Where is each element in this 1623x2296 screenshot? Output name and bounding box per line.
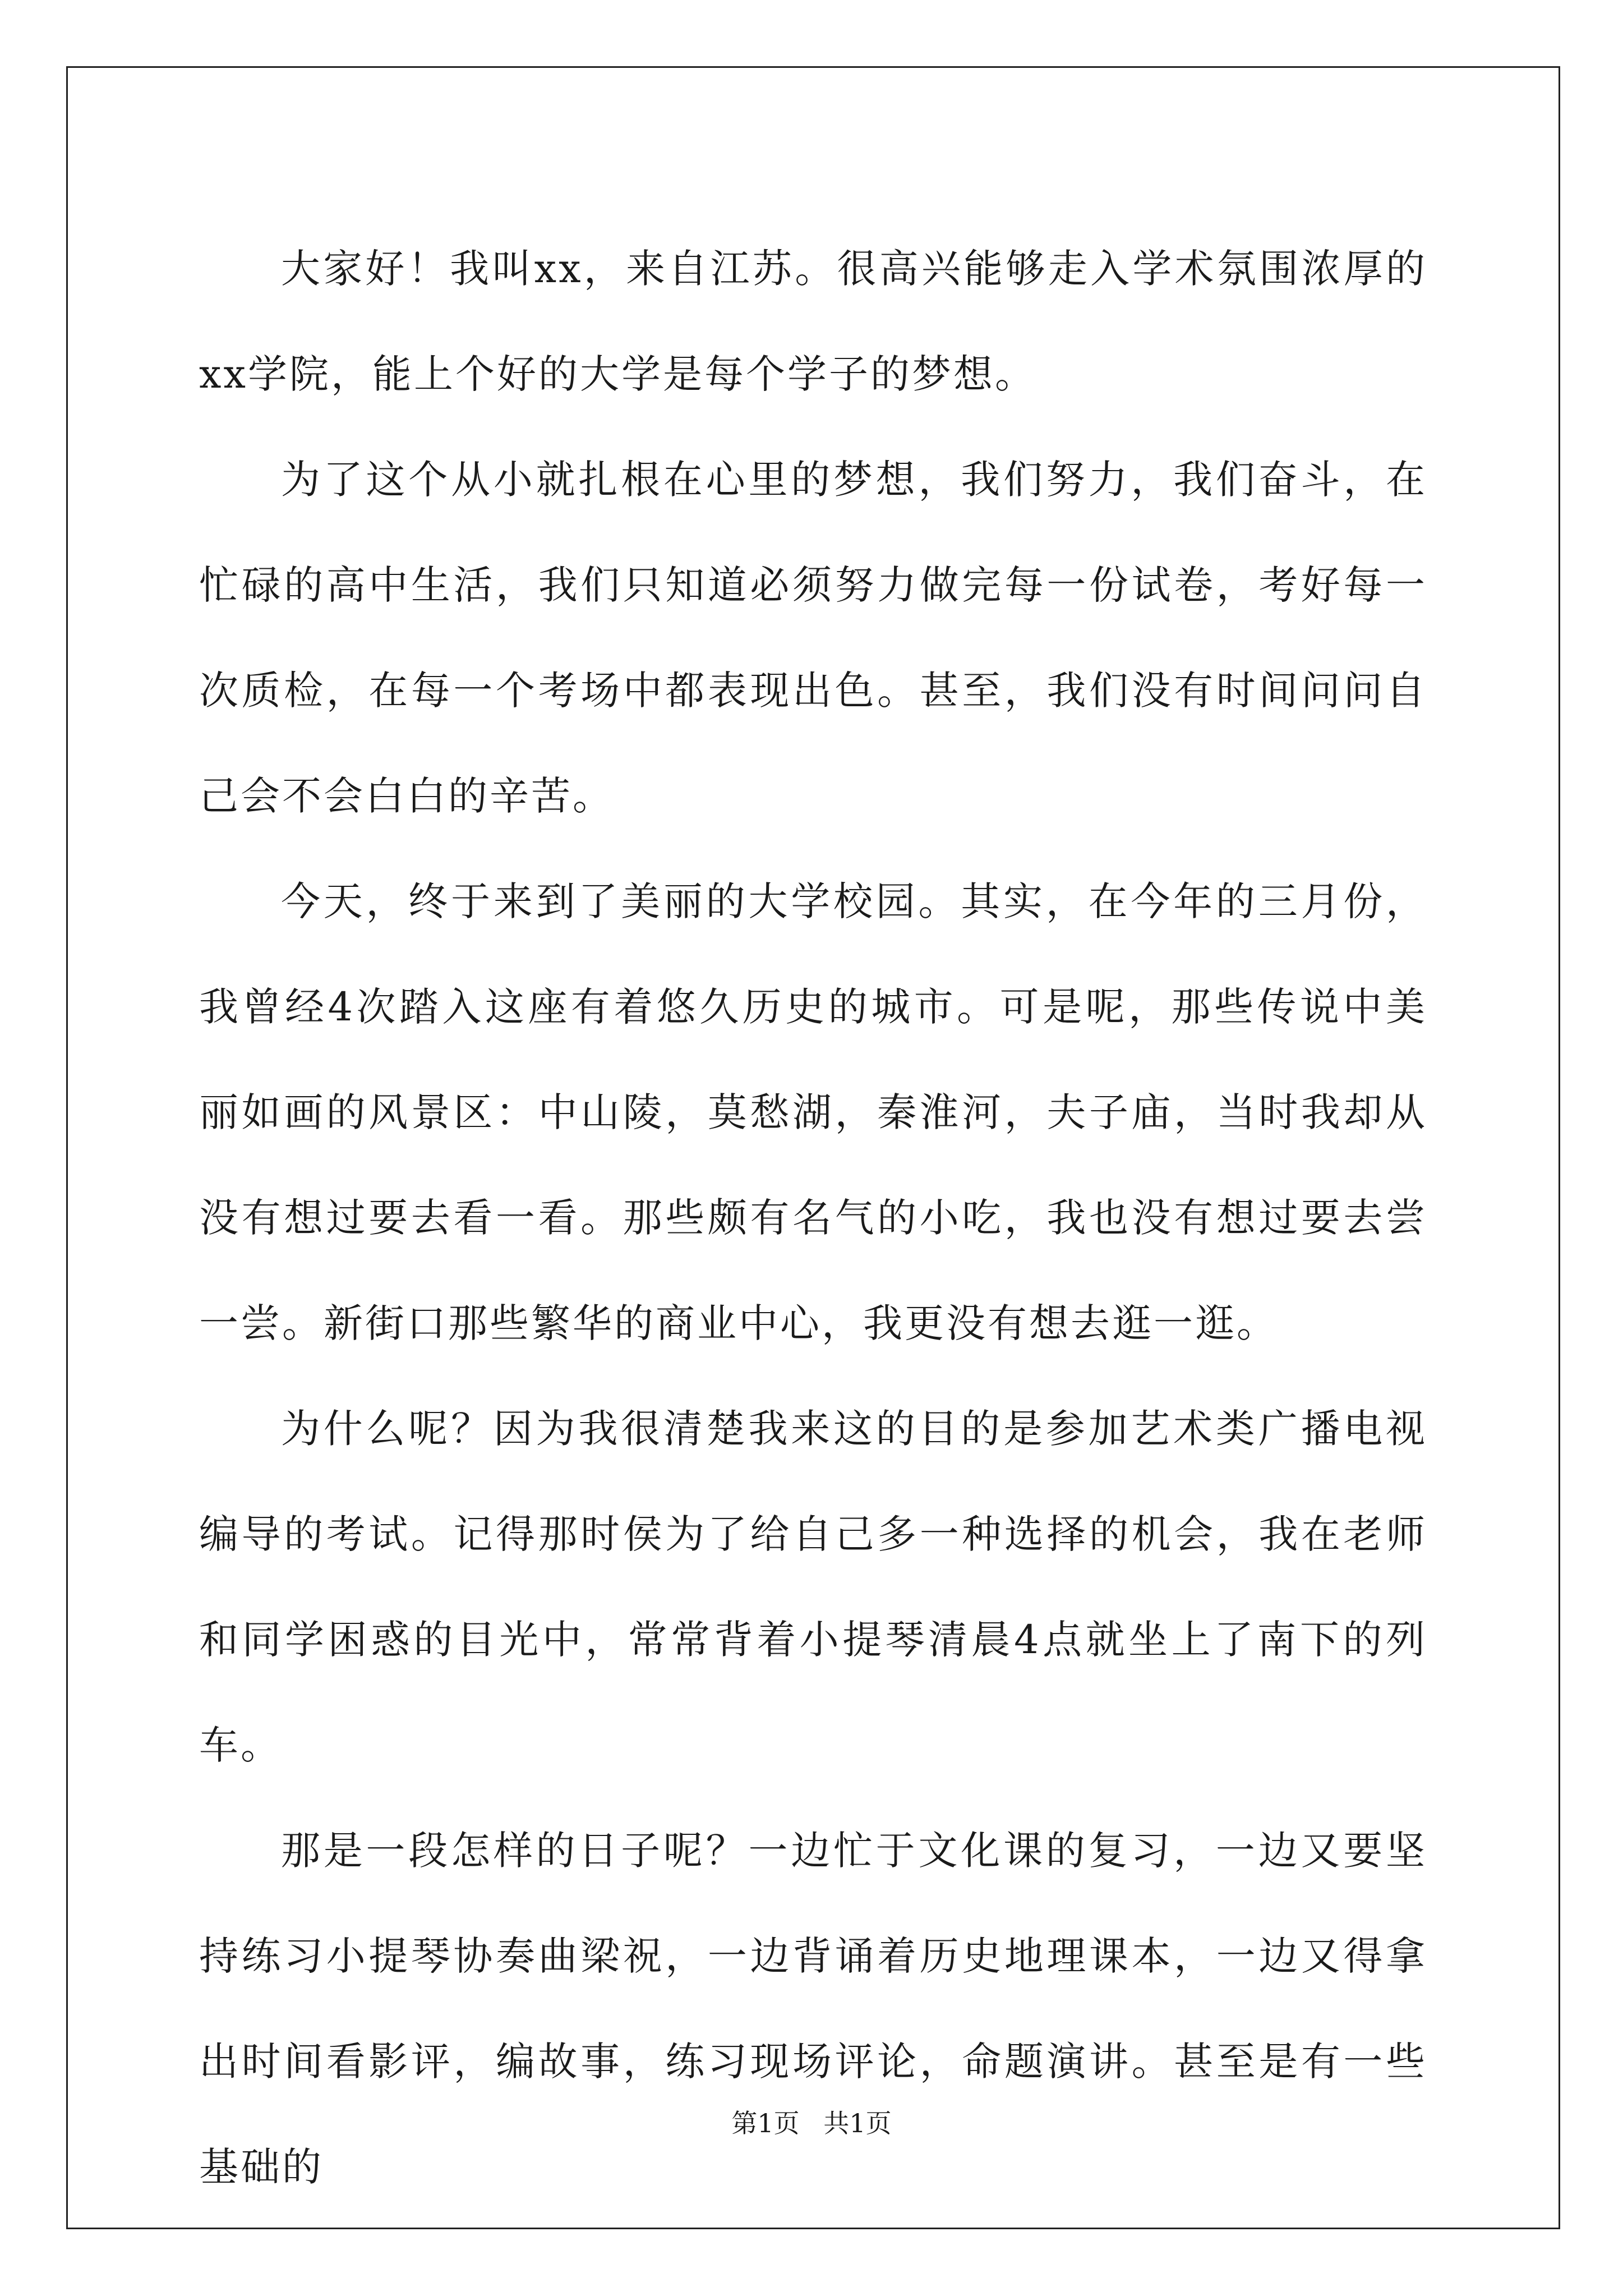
paragraph-3: 今天，终于来到了美丽的大学校园。其实，在今年的三月份，我曾经4次踏入这座有着悠久历史的城市。可是呢，那些传说中美丽如画的风景区：中山陵，莫愁湖，秦淮河，夫子庙，当时我却从没有想过要去看一看。那些颇有名气的小吃，我也没有想过要去尝一尝。新街口那些繁华的商业中心，我更没有想去逛一逛。 xyxy=(199,878,1427,1346)
page-number-total: 共1页 xyxy=(823,2108,892,2138)
paragraph-2: 为了这个从小就扎根在心里的梦想，我们努力，我们奋斗，在忙碌的高中生活，我们只知道必须努力做完每一份试卷，考好每一次质检，在每一个考场中都表现出色。甚至，我们没有时间问问自己会不会白白的辛苦。 xyxy=(199,457,1427,819)
page-number-current: 第1页 xyxy=(731,2108,800,2138)
paragraph-4: 为什么呢？因为我很清楚我来这的目的是参加艺术类广播电视编导的考试。记得那时侯为了给自己多一种选择的机会，我在老师和同学困惑的目光中，常常背着小提琴清晨4点就坐上了南下的列车。 xyxy=(199,1406,1427,1768)
document-body xyxy=(199,216,1427,2220)
paragraph-1: 大家好！我叫xx，来自江苏。很高兴能够走入学术氛围浓厚的xx学院，能上个好的大学是每个学子的梦想。 xyxy=(199,246,1427,397)
paragraph-5: 那是一段怎样的日子呢？一边忙于文化课的复习，一边又要坚持练习小提琴协奏曲梁祝，一边背诵着历史地理课本，一边又得拿出时间看影评，编故事，练习现场评论，命题演讲。甚至是有一些基础的 xyxy=(199,1828,1427,2190)
page-footer xyxy=(0,2106,1623,2140)
